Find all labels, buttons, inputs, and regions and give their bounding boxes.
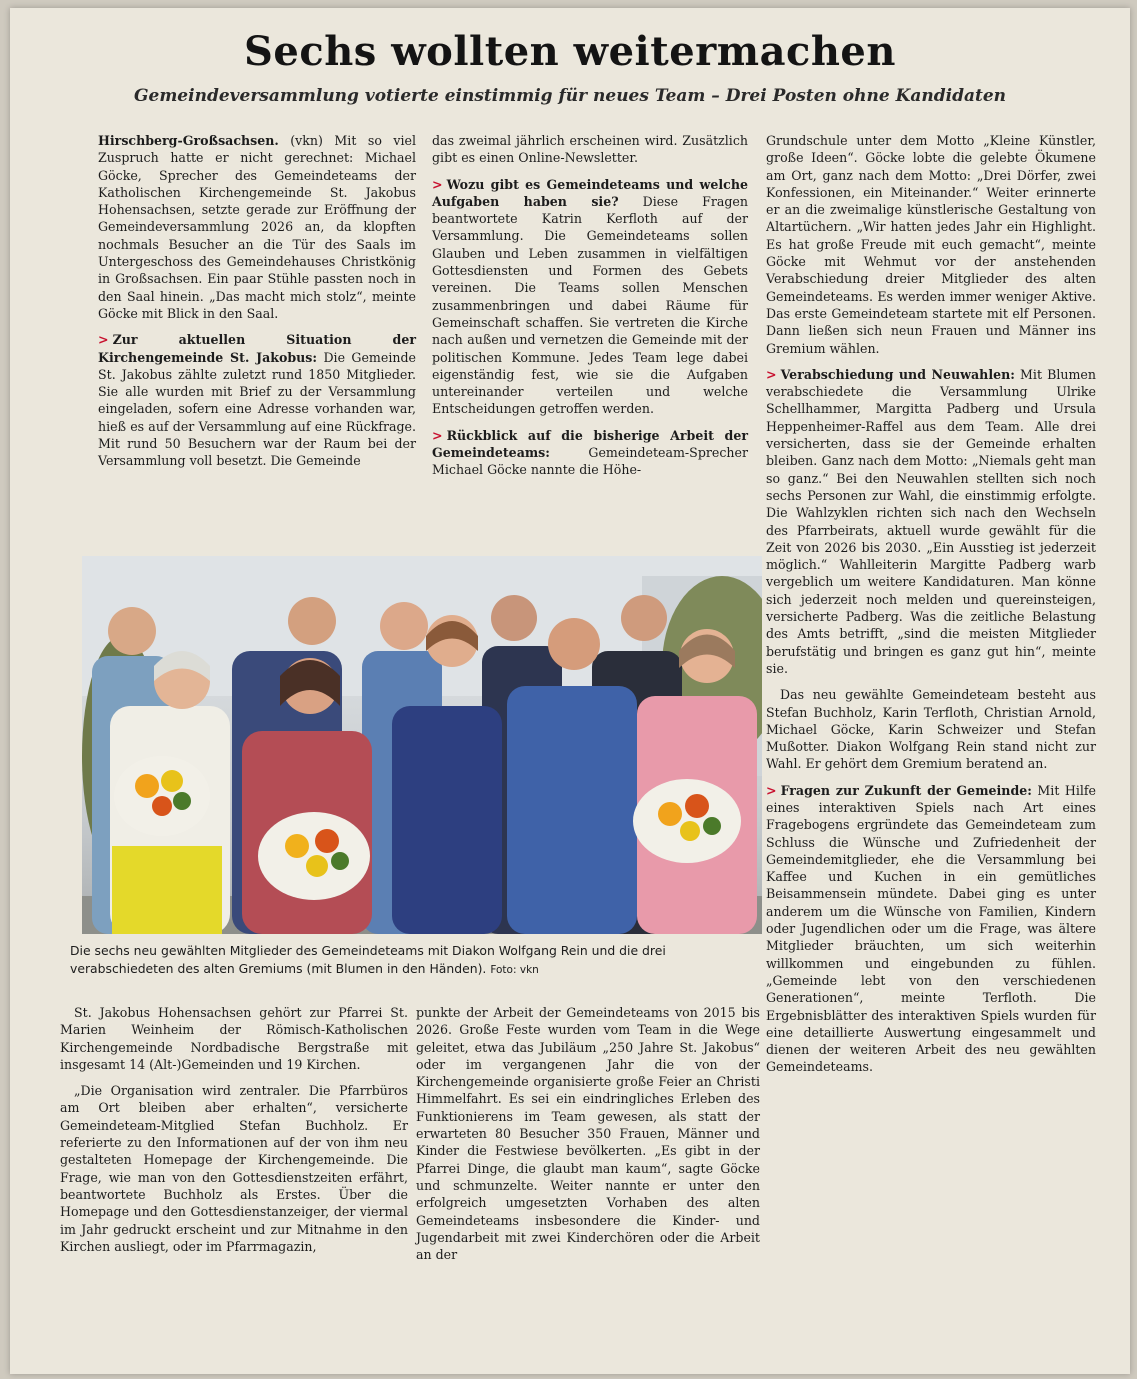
section-farewell: > Verabschiedung und Neuwahlen: Mit Blumen verabschiedete die Versammlung Ulrike Schellhammer, Margitta Padberg und Ursula Heppenheimer-Raffel aus dem Team. Alle drei versicherten, dass sie der Gemeinde erhalten bleiben. Ganz nach dem Motto: „Niemals geht man so ganz.“ Bei den Neuwahlen stellten sich noch sechs Personen zur Wahl, die einstimmig erfolgte. Die Wahlzyklen richten sich nach den Wechseln des Pfarrbeirats, aktuell wurde gewählt für die Zeit von 2026 bis 2030. „Ein Ausstieg ist jederzeit möglich.“ Wahlleiterin Margitte Padberg warb vergeblich um weitere Kandidaturen. Man könne sich jederzeit noch melden und quereinsteigen, versicherte Padberg. Was die zeitliche Belastung des Amts betrifft, „sind die meisten Mitglieder berufstätig und bringen es ganz gut hin“, meinte sie. — [766, 366, 1096, 676]
red-arrow-icon: > — [432, 176, 443, 192]
group-photo-illustration — [82, 556, 762, 934]
newspaper-clipping — [10, 8, 1130, 1374]
red-arrow-icon: > — [98, 332, 109, 348]
section-situation: > Zur aktuellen Situation der Kirchengemeinde St. Jakobus: Die Gemeinde St. Jakobus zählte zuletzt rund 1850 Mitglieder. Sie alle wurden mit Brief zu der Versammlung eingeladen, sofern eine Adresse vorhanden war, hieß es auf der Versammlung auf eine Rückfrage. Mit rund 50 Besuchern war der Raum bei der Versammlung voll besetzt. Die Gemeinde — [98, 332, 416, 469]
column-1-bottom — [60, 1004, 408, 1264]
red-arrow-icon: > — [432, 427, 443, 443]
article-headline: Sechs wollten weitermachen — [244, 28, 896, 75]
photo-caption: Die sechs neu gewählten Mitglieder des Gemeindeteams mit Diakon Wolfgang Rein und die drei verabschiedeten des alten Gremiums (mit Blumen in den Händen). Foto: vkn — [70, 943, 666, 976]
red-arrow-icon: > — [766, 782, 777, 798]
section-review: > Rückblick auf die bisherige Arbeit der Gemeindeteams: Gemeindeteam-Sprecher Michael Göcke nannte die Höhe- — [432, 427, 748, 478]
red-arrow-icon: > — [766, 366, 777, 382]
column-2-top — [432, 132, 748, 488]
paragraph-parish: St. Jakobus Hohensachsen gehört zur Pfarrei St. Marien Weinheim der Römisch-Katholischen Kirchengemeinde Nordbadische Bergstraße mit insgesamt 14 (Alt-)Gemeinden und 19 Kirchen. — [60, 1005, 408, 1072]
group-photo — [82, 556, 762, 934]
column-3 — [766, 132, 1096, 1085]
paragraph-new-team: Das neu gewählte Gemeindeteam besteht aus Stefan Buchholz, Karin Terfloth, Christian Arnold, Michael Göcke, Karin Schweizer und Stefan Mußotter. Diakon Wolfgang Rein stand nicht zur Wahl. Er gehört dem Gremium beratend an. — [766, 687, 1096, 772]
section-future: > Fragen zur Zukunft der Gemeinde: Mit Hilfe eines interaktiven Spiels nach Art eines Fragebogens ergründete das Gemeindeteam zum Schluss die Wünsche und Zufriedenheit der Gemeindemitglieder, ehe die Versammlung bei Kaffee und Kuchen in ein gemütliches Beisammensein mündete. Dabei ging es unter anderem um die Wünsche von Familien, Kindern oder Jugendlichen oder um die Frage, was ältere Mitglieder bräuchten, um sich weiterhin willkommen und eingebunden zu fühlen. „Gemeinde lebt von den verschiedenen Generationen“, meinte Terfloth. Die Ergebnisblätter des interaktiven Spiels wurden für eine detaillierte Auswertung eingesammelt und dienen der weiteren Arbeit des neu gewählten Gemeindeteams. — [766, 782, 1096, 1075]
paragraph-newsletter: das zweimal jährlich erscheinen wird. Zusätzlich gibt es einen Online-Newsletter. — [432, 133, 748, 166]
photo-credit: Foto: vkn — [490, 964, 539, 976]
section-purpose: > Wozu gibt es Gemeindeteams und welche Aufgaben haben sie? Diese Fragen beantwortete Katrin Kerfloth auf der Versammlung. Die Gemeindeteams sollen Glauben und Leben zusammen in vielfältigen Gottesdiensten und Formen des Gebets vereinen. Die Teams sollen Menschen zusammenbringen und dabei Räume für Gemeinschaft schaffen. Sie vertreten die Kirche nach außen und vernetzen die Gemeinde mit der politischen Kommune. Jedes Team lege dabei eigenständig fest, wie sie die Aufgaben untereinander verteilen und welche Entscheidungen getroffen werden. — [432, 176, 748, 417]
paragraph-highlights: Grundschule unter dem Motto „Kleine Künstler, große Ideen“. Göcke lobte die gelebte Ökumene am Ort, ganz nach dem Motto: „Drei Dörfer, zwei Konfessionen, ein Miteinander.“ Weiter erinnerte er an die zweimalige künstlerische Gestaltung von Altartüchern. „Wir hatten jedes Jahr ein Highlight. Es hat große Freude mit euch gemacht“, meinte Göcke mit Wehmut vor der anstehenden Verabschiedung dreier Mitglieder des alten Gemeindeteams. Es werden immer weniger Aktive. Das erste Gemeindeteam startete mit elf Personen. Dann ließen sich neun Frauen und Männer ins Gremium wählen. — [766, 133, 1096, 356]
column-2-bottom — [416, 1004, 760, 1272]
paragraph-festivals: punkte der Arbeit der Gemeindeteams von 2015 bis 2026. Große Feste wurden vom Team in die Wege geleitet, etwa das Jubiläum „250 Jahre St. Jakobus“ oder im vergangenen Jahr die von der Kirchengemeinde organisierte große Feier an Christi Himmelfahrt. Es sei ein eindringliches Erleben des Funktionierens im Team gewesen, als statt der erwarteten 80 Besucher 350 Frauen, Männer und Kinder die Festwiese bevölkerten. „Es gibt in der Pfarrei Dinge, die glaubt man kaum“, sagte Göcke und schmunzelte. Weiter nannte er unter den erfolgreich umgesetzten Vorhaben des alten Gemeindeteams insbesondere die Kinder- und Jugendarbeit mit zwei Kinderchören oder die Arbeit an der — [416, 1005, 760, 1263]
paragraph-organisation: „Die Organisation wird zentraler. Die Pfarrbüros am Ort bleiben aber erhalten“, versicherte Gemeindeteam-Mitglied Stefan Buchholz. Er referierte zu den Informationen auf der von ihm neu gestalteten Homepage der Kirchengemeinde. Die Frage, wie man von den Gottesdienstzeiten erfährt, beantwortete Buchholz als Erstes. Über die Homepage und den Gottesdienstanzeiger, der viermal im Jahr gedruckt erscheint und zur Mitnahme in den Kirchen ausliegt, oder im Pfarrmagazin, — [60, 1083, 408, 1254]
article-subheadline: Gemeindeversammlung votierte einstimmig für neues Team – Drei Posten ohne Kandidaten — [133, 86, 1007, 106]
dateline: Hirschberg-Großsachsen. — [98, 133, 279, 148]
column-1-top — [98, 132, 416, 479]
intro-paragraph: Hirschberg-Großsachsen. (vkn) Mit so viel Zuspruch hatte er nicht gerechnet: Michael Göcke, Sprecher des Gemeindeteams der Katholischen Kirchengemeinde St. Jakobus Hohensachsen, setzte gerade zur Eröffnung der Gemeindeversammlung 2026 an, da klopften nochmals Besucher an die Tür des Saals im Untergeschoss des Gemeindehauses Christkönig in Großsachsen. Ein paar Stühle passten noch in den Saal hinein. „Das macht mich stolz“, meinte Göcke mit Blick in den Saal. — [98, 133, 416, 321]
